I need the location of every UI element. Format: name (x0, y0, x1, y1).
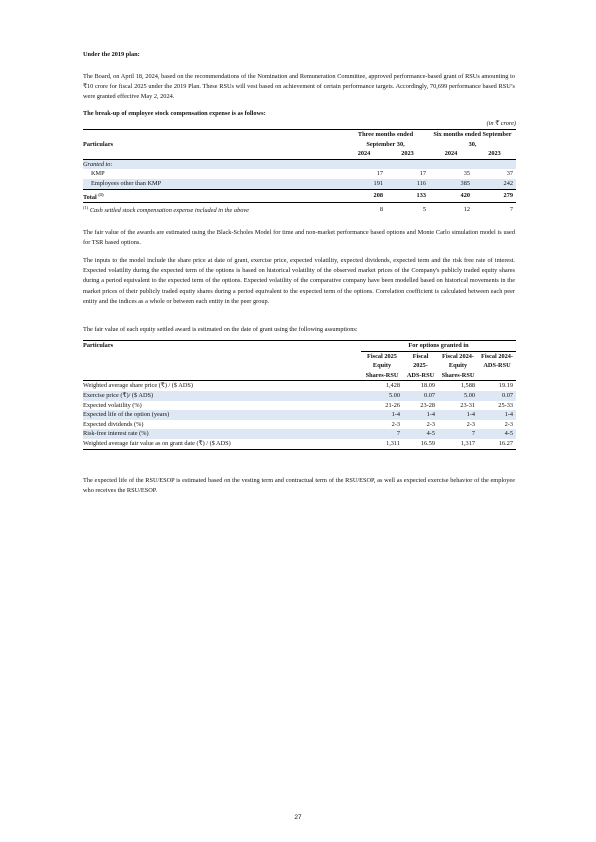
total-label: Total (83, 193, 97, 201)
paragraph-model-inputs: The inputs to the model include the share price at date of grant, exercise price, expected volatility, expected dividends, expected term and the risk free rate of interest. Expected volatility during the expected term of the options is based on historical volatility of the observed market prices of the Company's publicly traded equity shares during a period equivalent to the expected term of the options. Expected volatility of the comparative company have been modelled based on historical movements in the market prices of their publicly traded equity shares during a period equivalent to the expected term of the options. Correlation coefficient is calculated between each peer entity and the indices as a whole or between each entity in the peer group. (83, 257, 515, 305)
total-value: 279 (503, 192, 513, 200)
cell-value: 116 (416, 179, 426, 187)
cell-value: 35 (463, 170, 470, 178)
row-label: Exercise price (₹)/ ($ ADS) (83, 391, 154, 399)
row-label: Risk-free interest rate (%) (83, 430, 149, 438)
three-months-header: Three months ended September 30, (357, 131, 414, 148)
cell-value: 37 (506, 170, 513, 178)
cell-value: 16.27 (498, 439, 513, 447)
table-row (83, 179, 516, 189)
cell-value: 16.59 (420, 439, 435, 447)
table-row (83, 439, 516, 449)
table-row (83, 420, 516, 430)
table-row (83, 391, 516, 401)
cell-value: 1,588 (460, 382, 475, 390)
cell-value: 2-3 (391, 420, 400, 428)
granted-to-label: Granted to: (83, 160, 113, 168)
six-months-header: Six months ended September 30, (433, 131, 512, 148)
cell-value: 7 (509, 205, 513, 213)
cell-value: 4-5 (504, 430, 513, 438)
total-footnote-marker: (1) (98, 191, 104, 197)
table-row (83, 381, 516, 391)
cell-value: 1,317 (460, 439, 475, 447)
paragraph-rsu-grant: The Board, on April 18, 2024, based on the recommendations of the Nomination and Remuneration Committee, approved performance-based grant of RSUs amounting to ₹10 crore for fiscal 2025 under the 2019 Plan. These RSUs will vest based on achievement of certain performance targets. Accordingly, 70,699 performance based RSU’s were granted effective May 2, 2024. (83, 73, 515, 101)
cell-value: 7 (396, 430, 400, 438)
assumptions-table (83, 340, 516, 450)
row-label: Expected dividends (%) (83, 420, 144, 428)
year-header: 2023 (401, 150, 414, 158)
total-value: 420 (460, 192, 470, 200)
cell-value: 1-4 (504, 411, 513, 419)
total-value: 133 (416, 192, 426, 200)
cell-value: 5.00 (463, 391, 475, 399)
paragraph-expected-life: The expected life of the RSU/ESOP is estimated based on the vesting term and contractual term of the RSU/ESOP, as well as expected exercise behavior of the employee who receives the RSU/ESOP. (83, 477, 515, 495)
cell-value: 8 (379, 205, 383, 213)
paragraph-valuation-models: The fair value of the awards are estimated using the Black-Scholes Model for time and non-market performance based options and Monte Carlo simulation model is used for TSR based options. (83, 229, 515, 247)
cell-value: 5 (422, 205, 426, 213)
cell-value: 5.00 (388, 391, 400, 399)
cell-value: 1-4 (466, 411, 475, 419)
cell-value: 21-26 (385, 401, 400, 409)
table-row (83, 410, 516, 420)
cell-value: 2-3 (504, 420, 513, 428)
cell-value: 2-3 (466, 420, 475, 428)
table-row (83, 401, 516, 411)
cell-value: 242 (503, 179, 513, 187)
cell-value: 1,311 (386, 439, 400, 447)
options-granted-header: For options granted in (361, 341, 516, 352)
cell-value: 23-28 (420, 401, 435, 409)
total-row (83, 189, 516, 203)
breakup-heading: The break-up of employee stock compensation expense is as follows: (83, 110, 266, 117)
year-header: 2024 (357, 150, 371, 158)
unit-note: (in ₹ crore) (486, 120, 516, 127)
table-row (83, 169, 516, 179)
cell-value: 1,428 (385, 382, 400, 390)
year-header: 2023 (488, 150, 501, 158)
column-header: Fiscal 2024-ADS-RSU (481, 352, 514, 370)
column-header: Fiscal 2025 Equity Shares-RSU (365, 352, 399, 379)
cell-value: 385 (460, 179, 470, 187)
total-value: 208 (373, 192, 383, 200)
paragraph-assumptions-intro: The fair value of each equity settled award is estimated on the date of grant using the following assumptions: (83, 326, 358, 333)
row-label: KMP (91, 170, 105, 178)
cell-value: 0.07 (501, 391, 513, 399)
table-row (83, 429, 516, 439)
cell-value: 2-3 (426, 420, 435, 428)
cell-value: 191 (373, 179, 383, 187)
cell-value: 4-5 (426, 430, 435, 438)
row-label: Weighted average fair value as on grant date (₹) / ($ ADS) (83, 439, 231, 447)
footnote-row (83, 203, 516, 216)
page-number: 27 (294, 814, 302, 821)
row-label: Expected life of the option (years) (83, 411, 170, 419)
cell-value: 17 (419, 170, 426, 178)
cell-value: 0.07 (423, 391, 435, 399)
cell-value: 12 (463, 205, 470, 213)
year-header: 2024 (444, 150, 458, 158)
cell-value: 1-4 (391, 411, 400, 419)
cell-value: 19.19 (498, 382, 513, 390)
cell-value: 23-31 (460, 401, 475, 409)
footnote-label: Cash settled stock compensation expense included in the above (89, 207, 249, 215)
cell-value: 1-4 (426, 411, 435, 419)
cell-value: 7 (471, 430, 475, 438)
particulars-header: Particulars (83, 342, 114, 350)
row-label: Weighted average share price (₹) / ($ ADS) (83, 382, 193, 390)
row-label: Employees other than KMP (91, 179, 162, 187)
row-label: Expected volatility (%) (83, 401, 142, 409)
cell-value: 17 (376, 170, 383, 178)
compensation-expense-table (83, 129, 516, 216)
cell-value: 18.09 (420, 382, 435, 390)
column-header: Fiscal 2024-Equity Shares-RSU (441, 352, 475, 379)
column-header: Fiscal 2025-ADS-RSU (406, 352, 435, 379)
cell-value: 25-33 (498, 401, 513, 409)
section-heading: Under the 2019 plan: (83, 51, 140, 58)
footnote-marker: (1) (83, 205, 89, 211)
particulars-header: Particulars (83, 140, 114, 148)
